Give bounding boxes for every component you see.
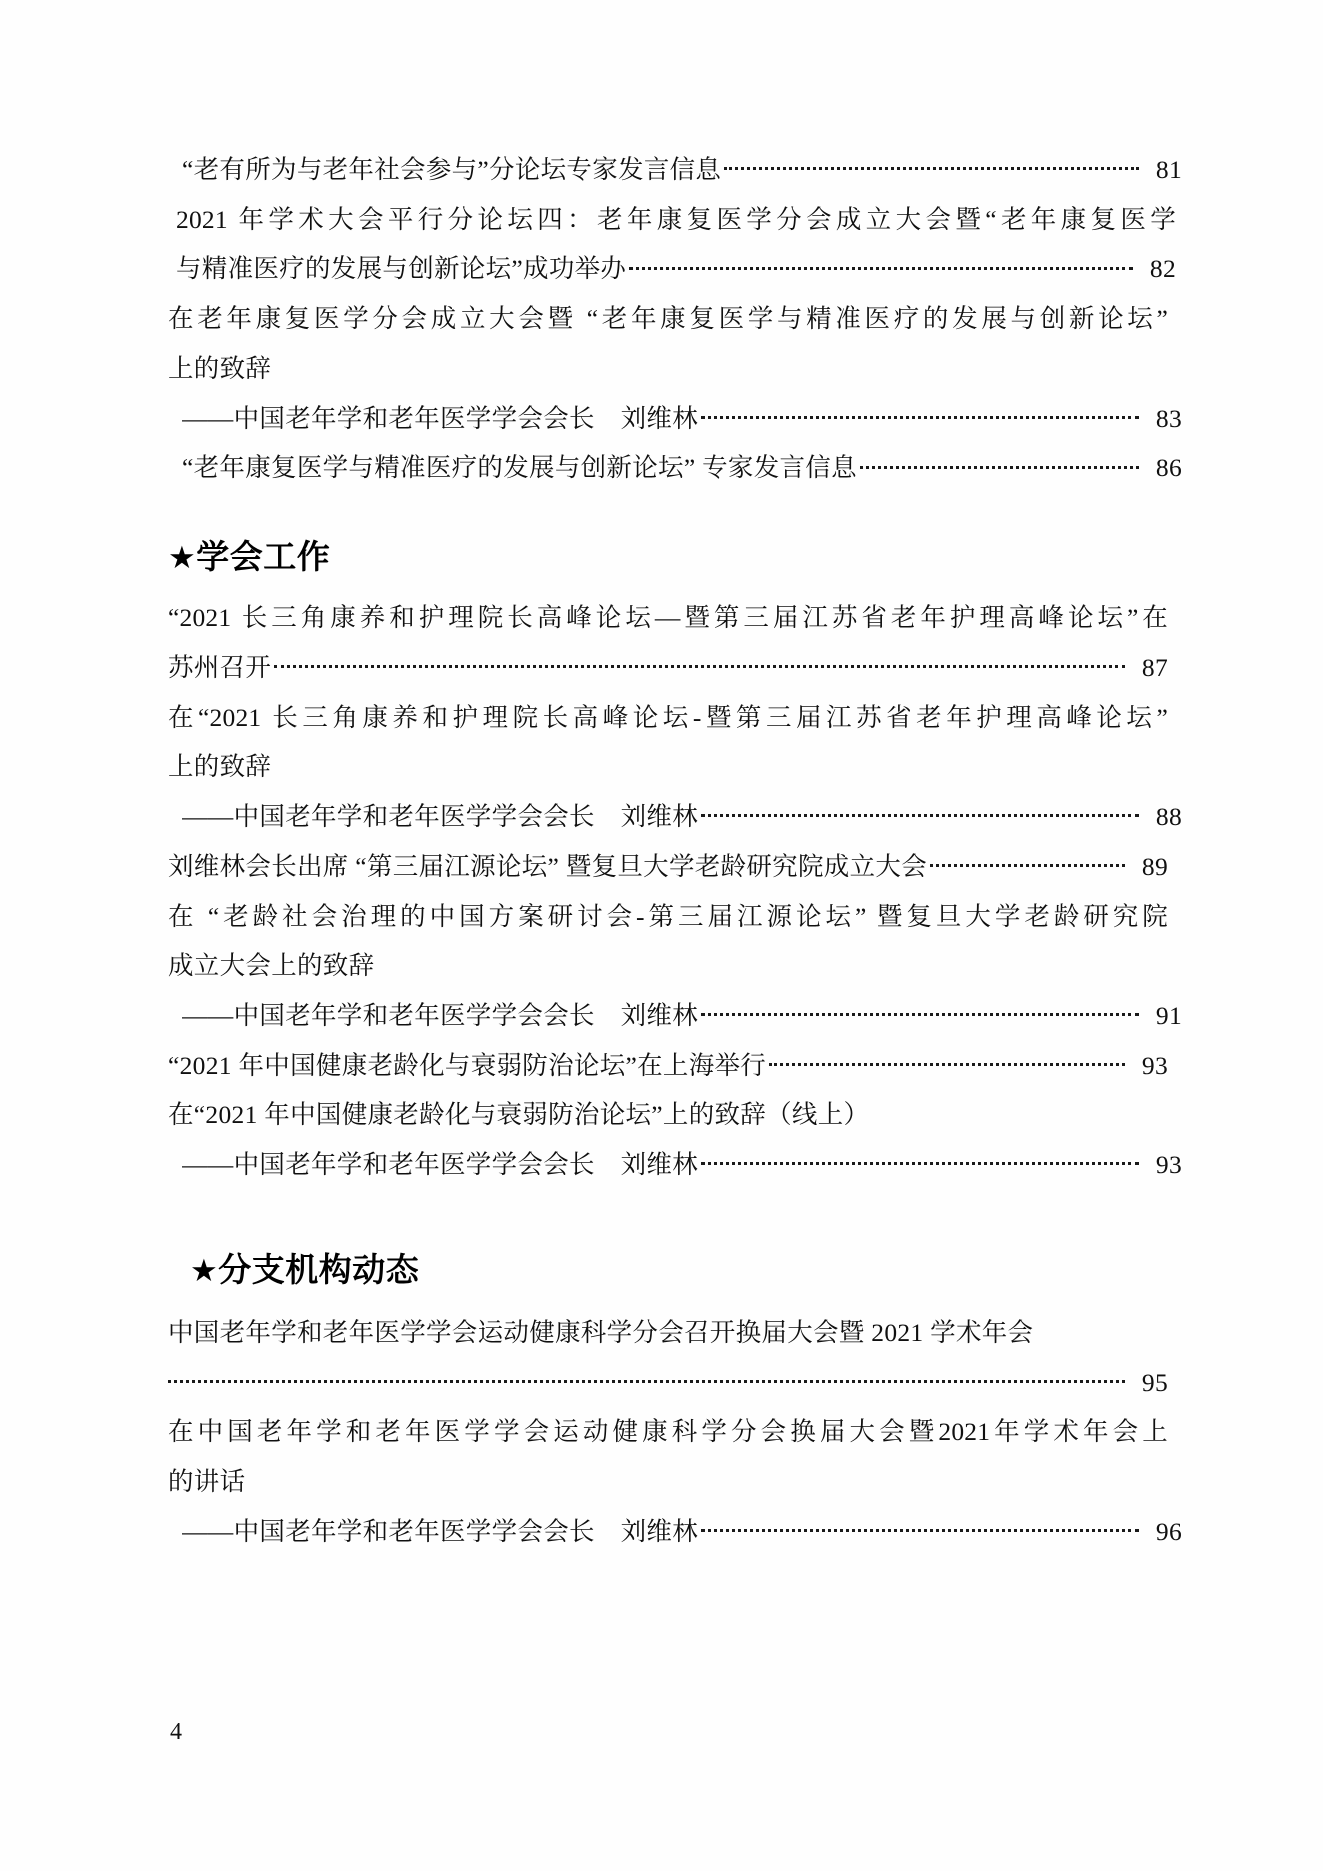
toc-entry-title: 成立大会上的致辞	[168, 951, 375, 981]
dot-leader	[701, 1148, 1139, 1174]
dot-leader	[701, 800, 1139, 826]
toc-page-number: 83	[1155, 403, 1182, 433]
toc-entry[interactable]	[168, 443, 1182, 493]
star-icon: ★	[190, 1252, 219, 1289]
toc-line	[168, 1308, 1168, 1358]
star-icon: ★	[168, 540, 197, 577]
toc-line	[168, 892, 1168, 942]
toc-entry-title: “2021 年中国健康老龄化与衰弱防治论坛”在上海举行	[168, 1050, 767, 1080]
toc-entry[interactable]	[168, 1140, 1182, 1190]
toc-entry-title: 上的致辞	[168, 752, 272, 782]
toc-line	[168, 593, 1168, 643]
toc-line	[168, 294, 1168, 344]
toc-line	[168, 1041, 1168, 1091]
toc-content	[168, 145, 1182, 1557]
toc-entry[interactable]	[168, 693, 1168, 792]
toc-entry[interactable]	[168, 792, 1182, 842]
dot-leader	[168, 1365, 1125, 1391]
toc-line	[168, 1407, 1168, 1457]
toc-entry-title: 在 “老龄社会治理的中国方案研讨会-第三届江源论坛” 暨复旦大学老龄研究院	[168, 901, 1168, 931]
toc-entry[interactable]	[168, 842, 1168, 892]
toc-entry-title: ——中国老年学和老年医学学会会长 刘维林	[182, 1000, 699, 1030]
toc-page-number: 95	[1141, 1367, 1168, 1397]
toc-line	[168, 792, 1182, 842]
page-folio-number: 4	[170, 1719, 182, 1745]
toc-entry-title: 苏州召开	[168, 652, 272, 682]
section-heading-label: 学会工作	[196, 537, 331, 577]
toc-entry[interactable]	[168, 991, 1182, 1041]
toc-entry-title: 中国老年学和老年医学学会运动健康科学分会召开换届大会暨 2021 学术年会	[168, 1318, 1034, 1348]
toc-page-number: 88	[1155, 802, 1182, 832]
toc-page-number: 91	[1155, 1000, 1182, 1030]
toc-entry-title: 在“2021 长三角康养和护理院长高峰论坛-暨第三届江苏省老年护理高峰论坛”	[168, 702, 1168, 732]
toc-page-number: 87	[1141, 652, 1168, 682]
toc-line-leader	[168, 1358, 1168, 1408]
dot-leader	[860, 451, 1139, 477]
toc-page-number: 81	[1155, 155, 1182, 184]
toc-entry[interactable]	[168, 195, 1176, 294]
toc-entry-title: 的讲话	[168, 1467, 246, 1497]
toc-entry-title: ——中国老年学和老年医学学会会长 刘维林	[182, 1150, 699, 1180]
dot-leader	[930, 849, 1125, 875]
toc-page-number: 96	[1155, 1516, 1182, 1546]
toc-line	[168, 842, 1168, 892]
toc-entry[interactable]	[168, 394, 1182, 444]
section-heading	[168, 493, 1168, 593]
toc-line	[168, 1140, 1182, 1190]
toc-entry[interactable]	[168, 294, 1168, 393]
dot-leader	[274, 650, 1125, 676]
toc-page-number: 93	[1141, 1050, 1168, 1080]
toc-line	[168, 742, 1168, 792]
toc-line	[168, 443, 1182, 493]
toc-line	[168, 1090, 1168, 1140]
toc-entry[interactable]	[168, 892, 1168, 991]
toc-line	[168, 643, 1168, 693]
toc-entry[interactable]	[168, 145, 1182, 195]
toc-page-number: 86	[1155, 453, 1182, 483]
toc-entry-title: ——中国老年学和老年医学学会会长 刘维林	[182, 403, 699, 433]
toc-entry-title: 与精准医疗的发展与创新论坛”成功举办	[176, 254, 627, 284]
toc-entry[interactable]	[168, 1308, 1168, 1407]
toc-page-number: 89	[1141, 851, 1168, 881]
toc-entry[interactable]	[168, 1090, 1168, 1140]
dot-leader	[701, 1514, 1139, 1540]
section-heading	[168, 1190, 1168, 1308]
toc-line	[168, 693, 1168, 743]
toc-entry-title: ——中国老年学和老年医学学会会长 刘维林	[182, 1516, 699, 1546]
toc-line	[168, 195, 1176, 245]
toc-line	[168, 394, 1182, 444]
dot-leader	[701, 401, 1139, 427]
toc-entry-title: 在“2021 年中国健康老龄化与衰弱防治论坛”上的致辞（线上）	[168, 1100, 870, 1130]
toc-entry-title: 刘维林会长出席 “第三届江源论坛” 暨复旦大学老龄研究院成立大会	[168, 851, 927, 881]
toc-entry-title: 在老年康复医学分会成立大会暨 “老年康复医学与精准医疗的发展与创新论坛”	[168, 304, 1168, 334]
section-heading-label: 分支机构动态	[218, 1249, 420, 1289]
dot-leader	[629, 252, 1133, 278]
toc-line	[168, 344, 1168, 394]
toc-page-number: 82	[1149, 254, 1176, 284]
toc-line	[168, 1457, 1168, 1507]
toc-entry-title: ——中国老年学和老年医学学会会长 刘维林	[182, 802, 699, 832]
toc-entry[interactable]	[168, 1407, 1168, 1506]
dot-leader	[769, 1048, 1125, 1074]
toc-line	[168, 941, 1168, 991]
toc-line	[168, 145, 1182, 195]
toc-line	[168, 244, 1176, 294]
toc-entry-title: 2021 年学术大会平行分论坛四：老年康复医学分会成立大会暨“老年康复医学	[176, 204, 1176, 234]
toc-entry-title: 在中国老年学和老年医学学会运动健康科学分会换届大会暨2021年学术年会上	[168, 1417, 1168, 1447]
toc-entry[interactable]	[168, 593, 1168, 692]
toc-page-number: 93	[1155, 1150, 1182, 1180]
toc-entry-title: “2021 长三角康养和护理院长高峰论坛—暨第三届江苏省老年护理高峰论坛”在	[168, 603, 1168, 633]
dot-leader	[701, 998, 1139, 1024]
toc-entry[interactable]	[168, 1507, 1182, 1557]
group-academic-forums	[168, 145, 1182, 493]
group-branch-news	[168, 1190, 1182, 1557]
toc-entry-title: “老有所为与老年社会参与”分论坛专家发言信息	[182, 155, 722, 184]
toc-entry-title: “老年康复医学与精准医疗的发展与创新论坛” 专家发言信息	[182, 453, 857, 483]
group-society-work	[168, 493, 1182, 1190]
toc-line	[168, 1507, 1182, 1557]
toc-line	[168, 991, 1182, 1041]
toc-entry[interactable]	[168, 1041, 1168, 1091]
toc-entry-title: 上的致辞	[168, 353, 272, 383]
dot-leader	[724, 153, 1139, 179]
